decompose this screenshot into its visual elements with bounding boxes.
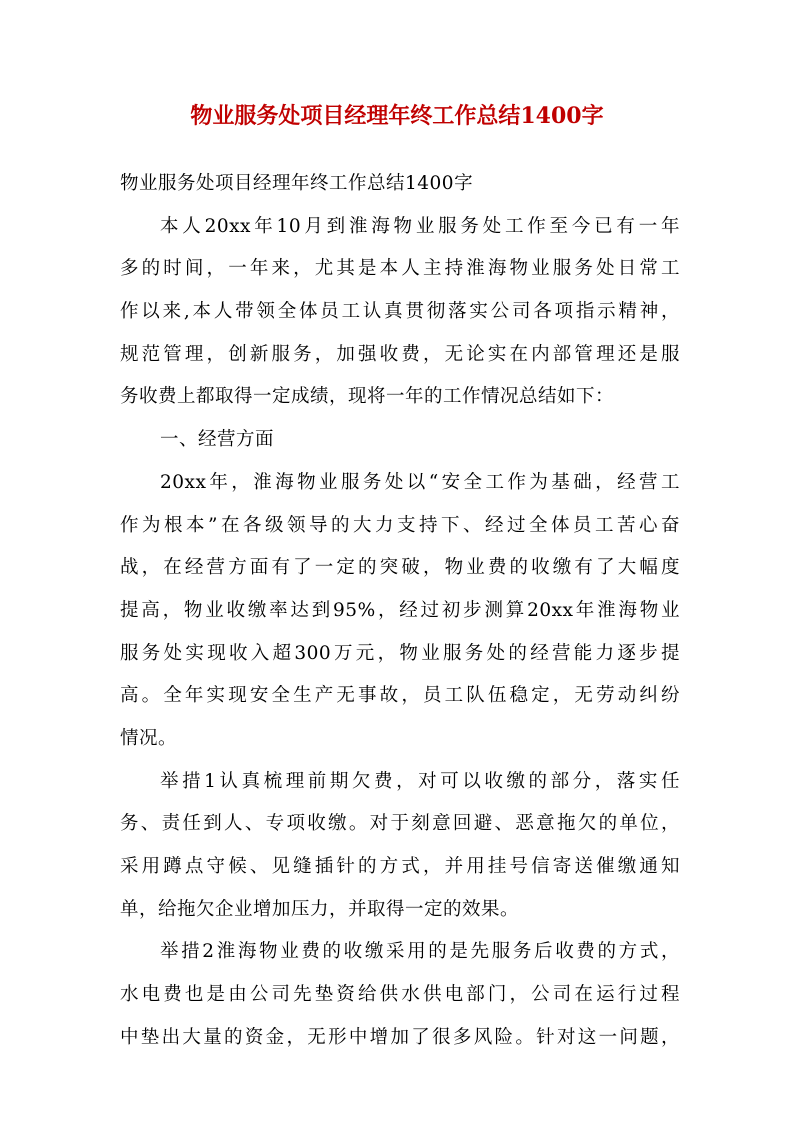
paragraph-line: 高。全年实现安全生产无事故，员工队伍稳定，无劳动纠纷 — [120, 685, 680, 707]
section-heading: 一、经营方面 — [160, 429, 275, 451]
paragraph-line: 单，给拖欠企业增加压力，并取得一定的效果。 — [120, 898, 520, 920]
paragraph-line: 举措2淮海物业费的收缴采用的是先服务后收费的方式， — [160, 941, 680, 963]
document-body — [120, 163, 680, 1059]
paragraph-line: 作以来,本人带领全体员工认真贯彻落实公司各项指示精神， — [120, 301, 680, 323]
paragraph-line: 作为根本”在各级领导的大力支持下、经过全体员工苦心奋 — [120, 514, 680, 536]
paragraph-line: 战，在经营方面有了一定的突破，物业费的收缴有了大幅度 — [120, 557, 680, 579]
paragraph-line: 20xx年，淮海物业服务处以“安全工作为基础，经营工 — [160, 471, 680, 493]
paragraph-line: 水电费也是由公司先垫资给供水供电部门，公司在运行过程 — [120, 984, 680, 1006]
document-title: 物业服务处项目经理年终工作总结1400字 — [190, 103, 604, 129]
paragraph-line: 服务处实现收入超300万元，物业服务处的经营能力逐步提 — [120, 642, 680, 664]
paragraph-line: 规范管理，创新服务，加强收费，无论实在内部管理还是服 — [120, 343, 680, 365]
paragraph-line: 情况。 — [120, 727, 178, 749]
paragraph-line: 本人20xx年10月到淮海物业服务处工作至今已有一年 — [160, 215, 680, 237]
paragraph-line: 多的时间，一年来，尤其是本人主持淮海物业服务处日常工 — [120, 258, 680, 280]
paragraph-line: 务收费上都取得一定成绩，现将一年的工作情况总结如下： — [120, 386, 615, 408]
document-subtitle: 物业服务处项目经理年终工作总结1400字 — [120, 173, 474, 194]
paragraph-line: 务、责任到人、专项收缴。对于刻意回避、恶意拖欠的单位， — [120, 813, 680, 835]
paragraph-line: 举措1认真梳理前期欠费，对可以收缴的部分，落实任 — [160, 770, 680, 792]
paragraph-line: 中垫出大量的资金，无形中增加了很多风险。针对这一问题， — [120, 1026, 680, 1048]
paragraph-line: 采用蹲点守候、见缝插针的方式，并用挂号信寄送催缴通知 — [120, 856, 680, 877]
paragraph-line: 提高，物业收缴率达到95%，经过初步测算20xx年淮海物业 — [120, 599, 680, 621]
